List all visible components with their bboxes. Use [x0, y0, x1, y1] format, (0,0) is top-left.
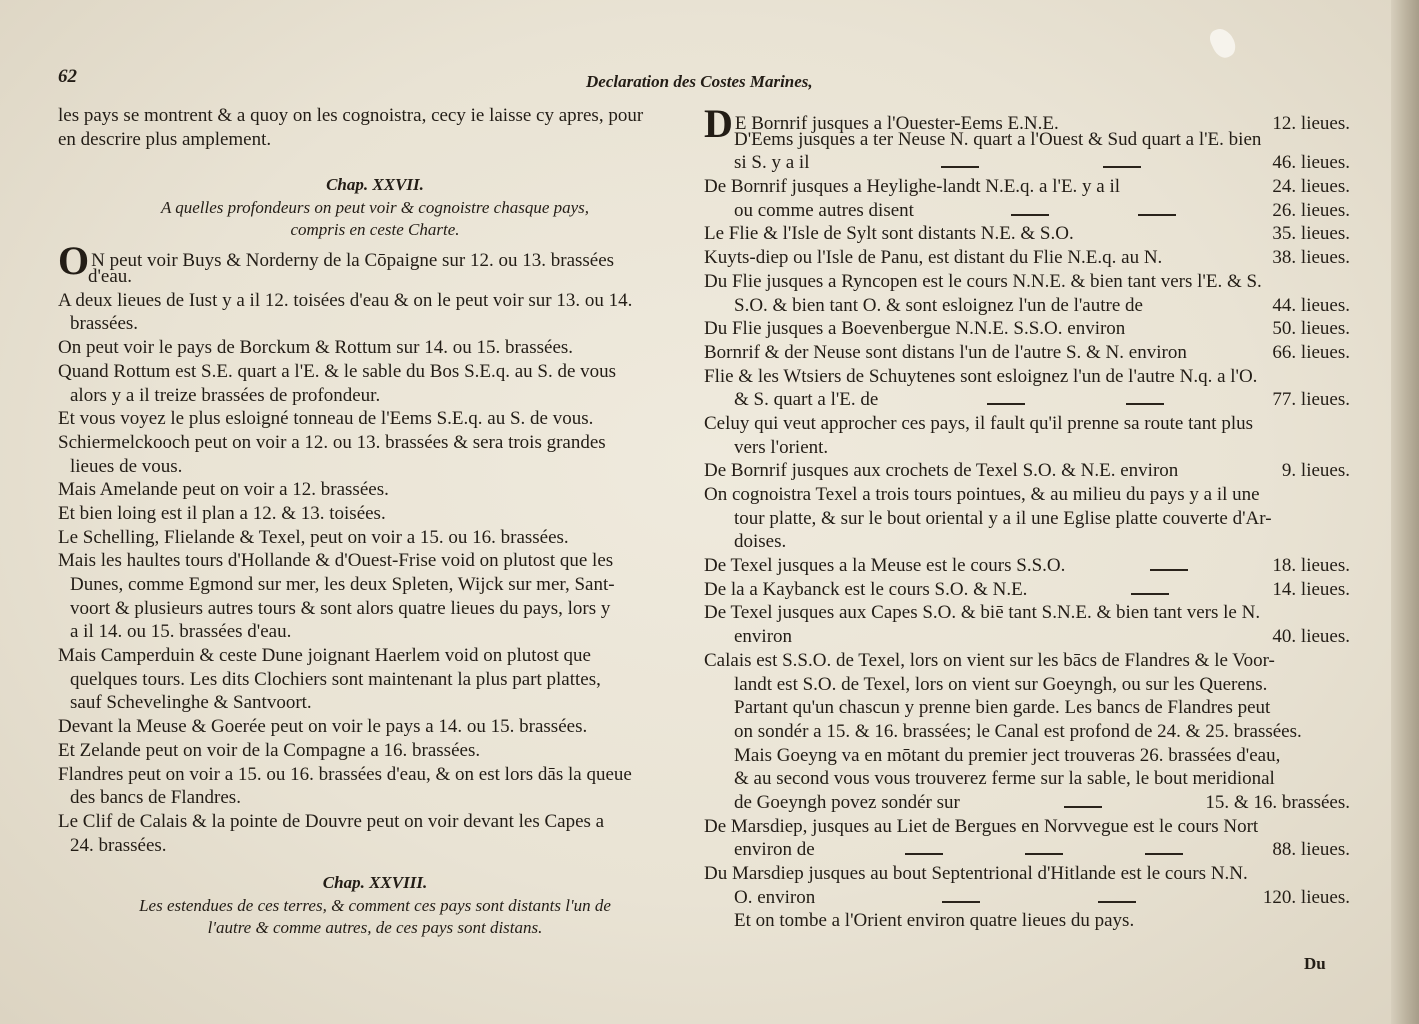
text-line: landt est S.O. de Texel, lors on vient sur Goeyngh, ou sur les Querens.: [734, 673, 1268, 695]
text-line: Mais Goeyng va en mōtant du premier ject trouveras 26. brassées d'eau,: [734, 744, 1281, 766]
distance-row: De Texel jusques aux Capes S.O. & biē tant S.N.E. & bien tant vers le N.: [704, 602, 1261, 624]
distance-value: 120. lieues.: [1262, 886, 1350, 908]
leader-dashes: [809, 162, 1272, 168]
distance-value: 66. lieues.: [1272, 341, 1350, 363]
distance-value: 24. lieues.: [1272, 176, 1350, 198]
entry-line: quelques tours. Les dits Clochiers sont maintenant la plus part plattes,: [70, 668, 601, 690]
distance-row: De la a Kaybanck est le cours S.O. & N.E. 14. lieues.: [704, 578, 1350, 600]
distance-row: Bornrif & der Neuse sont distans l'un de l'autre S. & N. environ 66. lieues.: [704, 341, 1350, 363]
text-line: On cognoistra Texel a trois tours pointues, & au milieu du pays y a il une: [704, 484, 1260, 505]
text-line: doises.: [734, 531, 787, 553]
chapter-title: Les estendues de ces terres, & comment ces pays sont distants l'un de: [139, 896, 611, 916]
entry-line: Et vous voyez le plus esloigné tonneau de l'Eems S.E.q. au S. de vous.: [58, 408, 594, 430]
distance-row: Du Flie jusques a Ryncopen est le cours N.N.E. & bien tant vers l'E. & S.: [704, 270, 1262, 292]
distance-value: 88. lieues.: [1272, 839, 1350, 861]
entry-line: lieues de vous.: [70, 455, 183, 477]
intro-line: les pays se montrent & a quoy on les cognoistra, cecy ie laisse cy apres, pour: [58, 105, 644, 126]
distance-value: 38. lieues.: [1272, 247, 1350, 269]
entry-line: Le Clif de Calais & la pointe de Douvre peut on voir devant les Capes a: [58, 810, 605, 832]
entry-line: d'eau.: [88, 266, 133, 288]
entry-line: Schiermelckooch peut on voir a 12. ou 13. brassées & sera trois grandes: [58, 431, 606, 453]
text-line: on sondér a 15. & 16. brassées; le Canal est profond de 24. & 25. brassées.: [734, 720, 1302, 742]
distance-value: 44. lieues.: [1272, 294, 1350, 316]
distance-row: & S. quart a l'E. de 77. lieues.: [734, 389, 1350, 411]
distance-row: Du Marsdiep jusques au bout Septentrional d'Hitlande est le cours N.N.: [704, 863, 1248, 884]
distance-row: Kuyts-diep ou l'Isle de Panu, est distant du Flie N.E.q. au N. 38. lieues.: [704, 247, 1350, 269]
text-line: Calais est S.S.O. de Texel, lors on vient sur les bācs de Flandres & le Voor-: [704, 649, 1275, 671]
distance-row: De Marsdiep, jusques au Liet de Bergues en Norvvegue est le cours Nort: [704, 815, 1259, 837]
drop-cap: D: [704, 101, 733, 146]
entry-line: voort & plusieurs autres tours & sont alors quatre lieues du pays, lors y: [70, 597, 611, 619]
distance-value: 46. lieues.: [1272, 152, 1350, 174]
distance-row: De Bornrif jusques aux crochets de Texel S.O. & N.E. environ 9. lieues.: [704, 460, 1350, 482]
distance-value: 35. lieues.: [1272, 223, 1350, 245]
catchword: Du: [1304, 954, 1326, 973]
entry-line: Mais les haultes tours d'Hollande & d'Ouest-Frise void on plutost que les: [58, 550, 614, 572]
distance-row: environ de 88. lieues.: [734, 839, 1350, 861]
text-line: & au second vous vous trouverez ferme sur la sable, le bout meridional: [734, 768, 1275, 790]
distance-row: ou comme autres disent 26. lieues.: [734, 199, 1350, 221]
entry-line: des bancs de Flandres.: [70, 787, 241, 809]
distance-value: 12. lieues.: [1272, 113, 1350, 134]
entry-line: a il 14. ou 15. brassées d'eau.: [70, 621, 292, 643]
distance-value: 26. lieues.: [1272, 199, 1350, 221]
leader-dashes: [1027, 589, 1272, 595]
entry-line: On peut voir le pays de Borckum & Rottum sur 14. ou 15. brassées.: [58, 337, 574, 359]
text-line: Et on tombe a l'Orient environ quatre lieues du pays.: [734, 910, 1135, 932]
entry-line: Mais Amelande peut on voir a 12. brassées.: [58, 479, 389, 501]
distance-row: De Texel jusques a la Meuse est le cours S.S.O. 18. lieues.: [704, 555, 1350, 577]
chapter-heading: Chap. XXVIII.: [322, 873, 428, 893]
leader-dashes: [960, 802, 1206, 808]
distance-value: 18. lieues.: [1272, 555, 1350, 577]
distance-row: si S. y a il 46. lieues.: [734, 152, 1350, 174]
left-column: [58, 104, 692, 939]
chapter-title: l'autre & comme autres, de ces pays sont distans.: [207, 918, 543, 938]
leader-dashes: [815, 849, 1273, 855]
entry-line: A deux lieues de Iust y a il 12. toisées d'eau & on le peut voir sur 13. ou 14.: [58, 289, 633, 311]
entry-line: Mais Camperduin & ceste Dune joignant Haerlem void on plutost que: [58, 645, 591, 667]
right-column: [704, 101, 1350, 933]
distance-row: Du Flie jusques a Boevenbergue N.N.E. S.S.O. environ 50. lieues.: [704, 318, 1350, 340]
chapter-heading: Chap. XXVII.: [326, 175, 424, 195]
entry-line: alors y a il treize brassées de profondeur.: [70, 384, 381, 406]
distance-row: O. environ 120. lieues.: [734, 886, 1350, 908]
running-head: Declaration des Costes Marines,: [586, 72, 813, 91]
distance-value: 14. lieues.: [1272, 578, 1350, 600]
text-line: tour platte, & sur le bout oriental y a il une Eglise platte couverte d'Ar-: [734, 507, 1272, 529]
text-line: vers l'orient.: [734, 436, 829, 458]
distance-value: 40. lieues.: [1272, 626, 1350, 648]
page-gutter-shadow: [1391, 0, 1419, 1024]
leader-dashes: [914, 210, 1272, 216]
chapter-title: compris en ceste Charte.: [290, 220, 460, 240]
distance-row: D E Bornrif jusques a l'Ouester-Eems E.N.E. 12. lieues.: [704, 101, 1350, 146]
entry-line: brassées.: [70, 313, 139, 335]
leader-dashes: [878, 399, 1272, 405]
drop-cap: O: [58, 238, 90, 284]
entry-line: sauf Schevelinghe & Santvoort.: [70, 692, 312, 714]
distance-value: 77. lieues.: [1272, 389, 1350, 411]
text-line: Partant qu'un chascun y prenne bien garde. Les bancs de Flandres peut: [734, 697, 1271, 719]
distance-row: Flie & les Wtsiers de Schuytenes sont esloignez l'un de l'autre N.q. a l'O.: [704, 365, 1258, 387]
leader-dashes: [1065, 565, 1272, 571]
intro-line: en descrire plus amplement.: [58, 128, 272, 150]
distance-row: de Goeyngh povez sondér sur 15. & 16. brassées.: [734, 791, 1350, 813]
paper-tear-mark: [1207, 25, 1240, 61]
distance-row: environ 40. lieues.: [734, 626, 1350, 648]
entry-line: Devant la Meuse & Goerée peut on voir le pays a 14. ou 15. brassées.: [58, 716, 588, 738]
text-line: Celuy qui veut approcher ces pays, il fault qu'il prenne sa route tant plus: [704, 412, 1253, 434]
entry-line: Dunes, comme Egmond sur mer, les deux Spleten, Wijck sur mer, Sant-: [70, 574, 615, 595]
entry-line: Et bien loing est il plan a 12. & 13. toisées.: [58, 502, 386, 524]
distance-row: De Bornrif jusques a Heylighe-landt N.E.q. a l'E. y a il 24. lieues.: [704, 176, 1350, 198]
entry-line: Quand Rottum est S.E. quart a l'E. & le sable du Bos S.E.q. au S. de vous: [58, 360, 617, 382]
distance-row: S.O. & bien tant O. & sont esloignez l'un de l'autre de 44. lieues.: [734, 294, 1350, 316]
distance-row: Le Flie & l'Isle de Sylt sont distants N.E. & S.O. 35. lieues.: [704, 223, 1350, 245]
entry-line: Flandres peut on voir a 15. ou 16. brassées d'eau, & on est lors dās la queue: [58, 763, 632, 785]
distance-value: 9. lieues.: [1281, 460, 1350, 482]
page-number: 62: [58, 66, 77, 87]
chapter-title: A quelles profondeurs on peut voir & cognoistre chasque pays,: [160, 198, 590, 218]
leader-dashes: [815, 897, 1263, 903]
distance-value: 15. & 16. brassées.: [1205, 791, 1350, 813]
entry-line: Le Schelling, Flielande & Texel, peut on voir a 15. ou 16. brassées.: [58, 526, 569, 548]
distance-value: 50. lieues.: [1272, 318, 1350, 340]
entry-line: 24. brassées.: [70, 834, 167, 856]
entry-line: Et Zelande peut on voir de la Compagne a 16. brassées.: [58, 739, 481, 761]
distance-row: D'Eems jusques a ter Neuse N. quart a l'Ouest & Sud quart a l'E. bien: [734, 128, 1262, 150]
entry-line: O N peut voir Buys & Norderny de la Cōpaigne sur 12. ou 13. brassées: [58, 238, 615, 284]
